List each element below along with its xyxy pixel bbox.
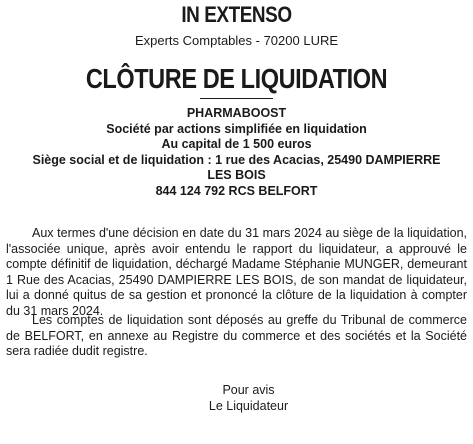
company-legal-form: Société par actions simplifiée en liquidation	[106, 121, 367, 136]
company-seat: Siège social et de liquidation : 1 rue des Acacias, 25490 DAMPIERRE LES BOIS	[32, 152, 441, 182]
company-rcs: 844 124 792 RCS BELFORT	[155, 183, 318, 198]
title-divider	[200, 98, 273, 99]
body-paragraph-2: Les comptes de liquidation sont déposés au greffe du Tribunal de commerce de BELFORT, en annexe au Registre du commerce et des sociétés et la Société sera radiée dudit registre.	[6, 313, 467, 358]
firm-name: IN EXTENSO	[181, 2, 292, 27]
signature-block	[0, 383, 473, 414]
notice-title: CLÔTURE DE LIQUIDATION	[85, 63, 388, 94]
signature-line-2: Le Liquidateur	[208, 398, 289, 413]
company-capital: Au capital de 1 500 euros	[161, 137, 312, 151]
signature-line-1: Pour avis	[222, 383, 275, 397]
firm-subtitle: Experts Comptables - 70200 LURE	[134, 33, 339, 48]
body-paragraph-1: Aux termes d'une décision en date du 31 mars 2024 au siège de la liquidation, l'associée unique, après avoir entendu le rapport du liquidateur, a approuvé le compte définitif de liquidation, déchargé Madame Stéphanie MUNGER, demeurant 1 Rue des Acacias, 25490 DAMPIERRE LES BOIS, de son mandat de liquidateur, lui a donné quitus de sa gestion et prononcé la clôture de la liquidation à compter du 31 mars 2024.	[6, 226, 467, 318]
company-name: PHARMABOOST	[186, 106, 287, 120]
company-block	[20, 106, 453, 199]
